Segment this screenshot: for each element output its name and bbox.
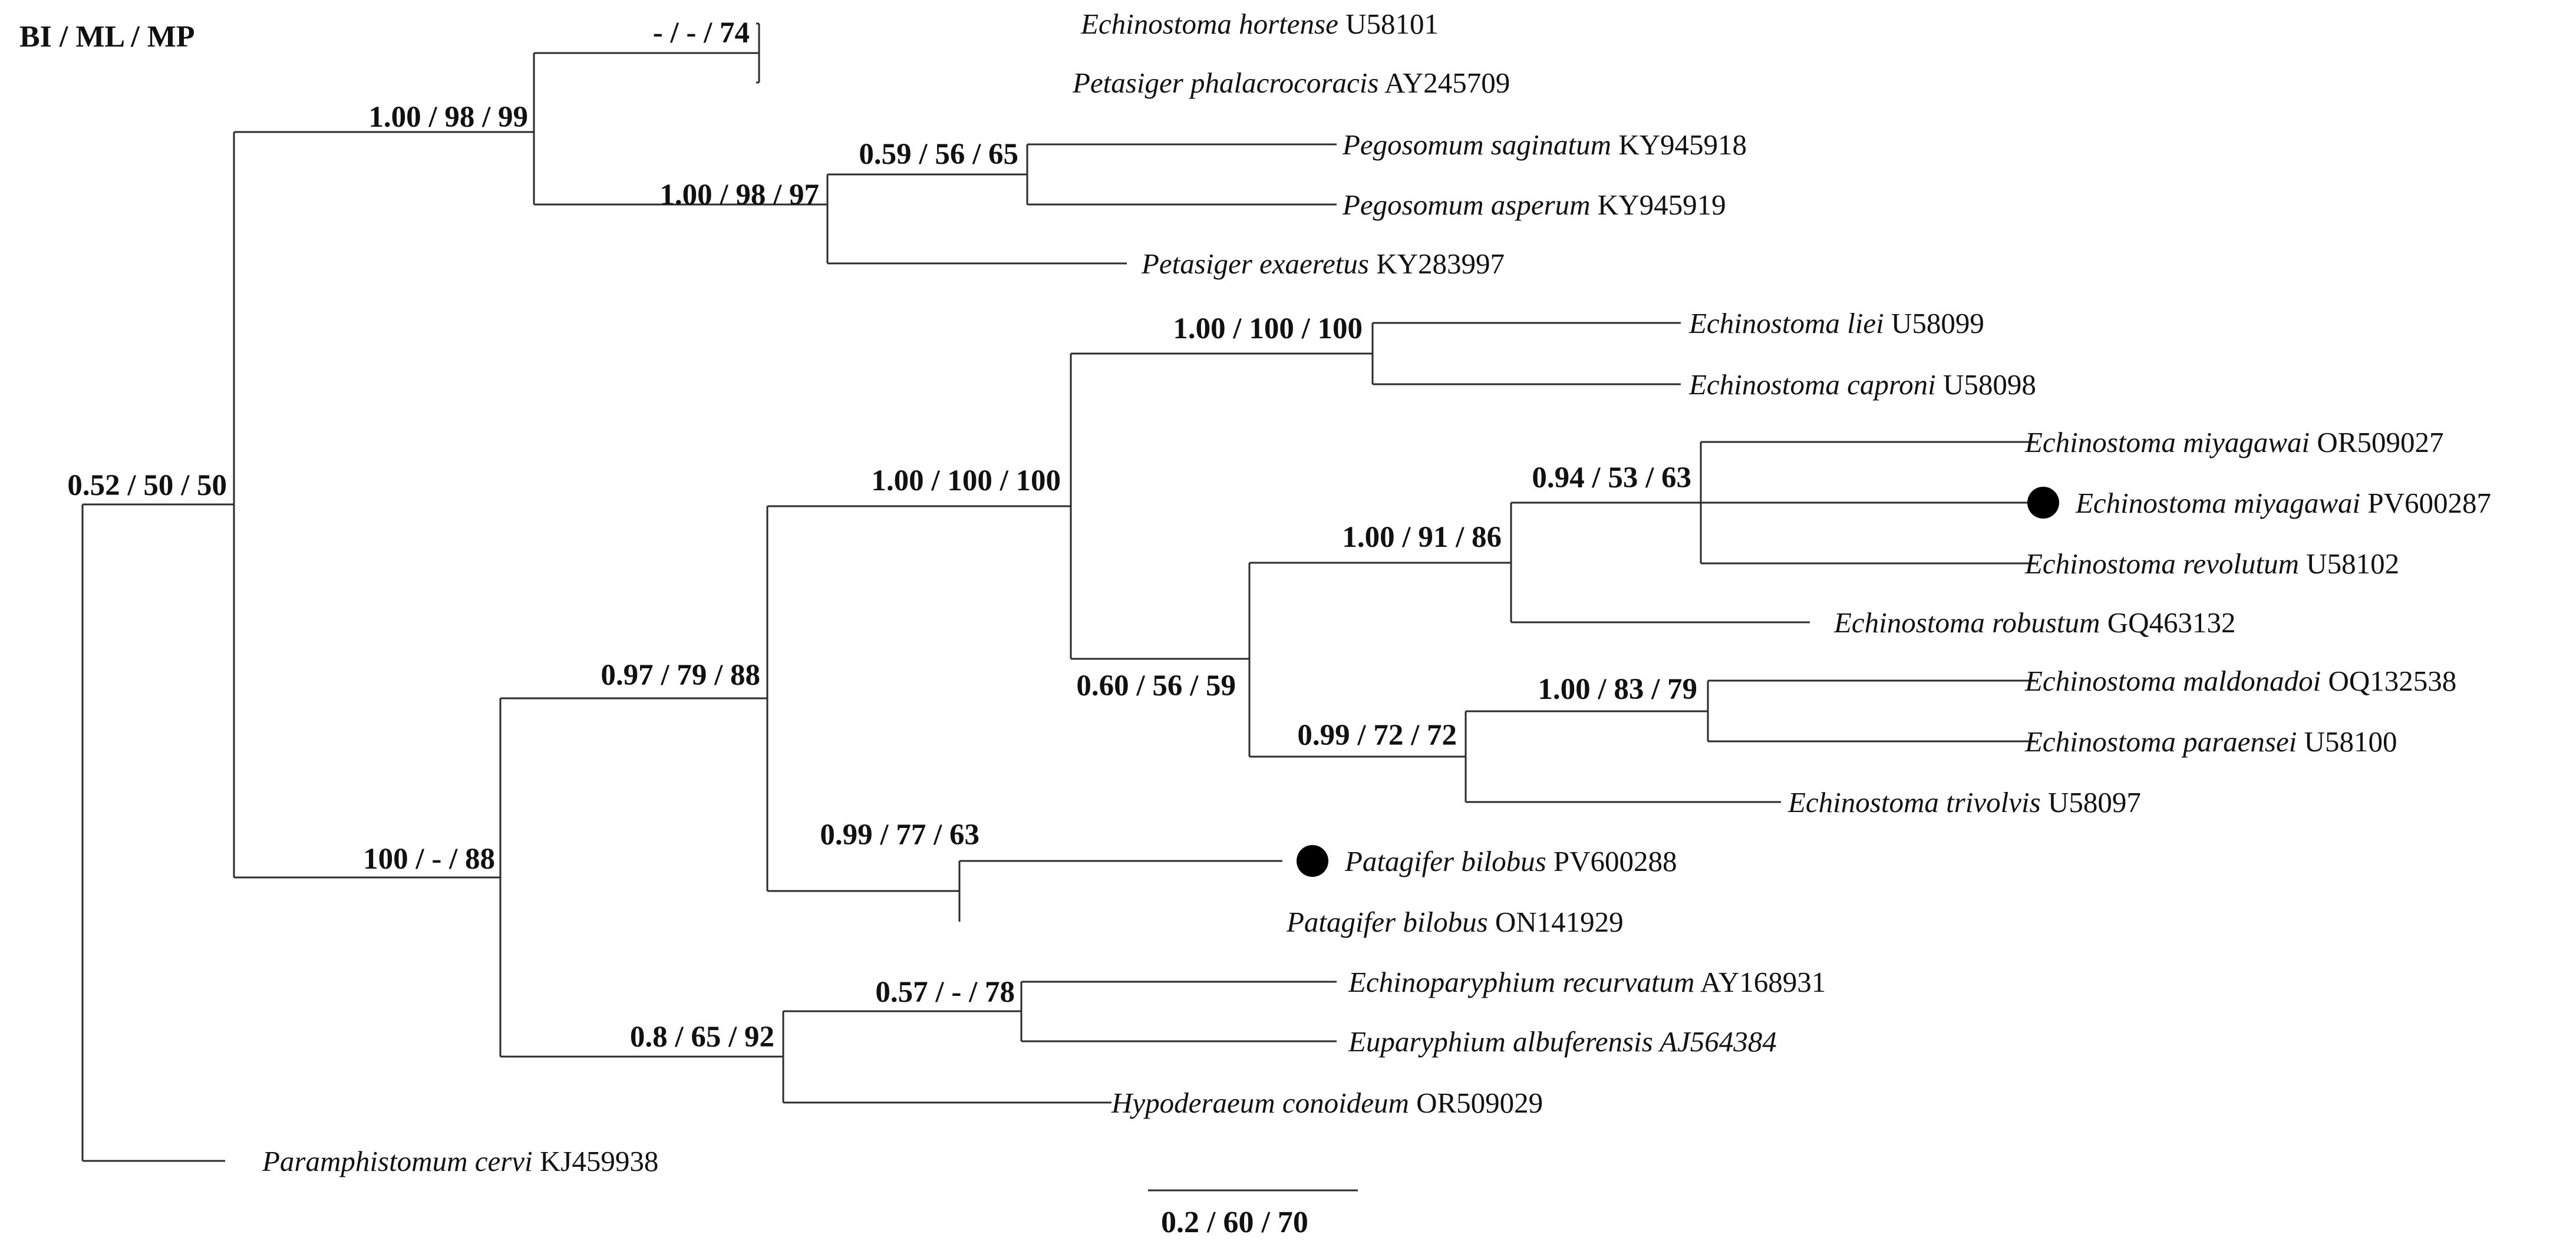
support-value-n-miyrev: 0.94 / 53 / 63 — [1532, 461, 1691, 494]
taxon-accession: GQ463132 — [2100, 606, 2236, 639]
scale-bar-label: 0.2 / 60 / 70 — [1161, 1206, 1308, 1239]
support-value-n-root: 0.52 / 50 / 50 — [67, 469, 227, 502]
taxon-species: Patagifer bilobus — [1287, 906, 1488, 938]
taxon-species: Hypoderaeum conoideum — [1111, 1087, 1409, 1119]
taxon-species: Petasiger exaeretus — [1142, 248, 1369, 280]
support-value-n-lieicap: 1.00 / 100 / 100 — [1173, 312, 1363, 345]
taxon-accession: PV600287 — [2360, 487, 2492, 519]
taxon-label — [1342, 189, 1726, 221]
taxon-label — [1342, 128, 1747, 161]
support-value-n-echlow: 0.60 / 56 / 59 — [1076, 669, 1236, 702]
taxon-species: Paramphistomum cervi — [262, 1145, 533, 1177]
taxon-accession: U58097 — [2040, 786, 2141, 819]
taxon-label — [262, 1145, 658, 1177]
support-value-n-miyrob: 1.00 / 91 / 86 — [1342, 521, 1502, 554]
new-sequence-marker-icon — [2027, 487, 2059, 519]
support-value-n-b: 1.00 / 98 / 97 — [659, 179, 819, 212]
taxon-species: Echinostoma liei — [1689, 307, 1884, 339]
taxon-accession: KY283997 — [1368, 248, 1505, 280]
taxon-species: Echinostoma caproni — [1689, 368, 1936, 401]
taxon-accession: AY168931 — [1694, 966, 1826, 998]
new-sequence-marker-icon — [1297, 845, 1328, 877]
taxon-accession: U58099 — [1884, 307, 1984, 339]
taxon-species: Echinostoma maldonadoi — [2025, 665, 2321, 697]
taxon-label — [1286, 906, 1624, 938]
support-value-n-pego: 0.59 / 56 / 65 — [859, 138, 1018, 171]
support-value-n-hortense: - / - / 74 — [652, 16, 750, 50]
support-value-n-echpat: 0.97 / 79 / 88 — [601, 659, 760, 692]
support-value-n-echcore: 1.00 / 100 / 100 — [871, 464, 1061, 497]
taxon-accession: U58100 — [2297, 725, 2397, 758]
taxon-accession: KY945918 — [1611, 128, 1747, 161]
taxon-label — [2024, 725, 2397, 758]
taxon-species: Echinostoma miyagawai — [2076, 487, 2361, 519]
taxon-accession: KY945919 — [1590, 189, 1726, 221]
taxon-species: Echinostoma revolutum — [2025, 547, 2299, 580]
support-value-n-hypo: 0.8 / 65 / 92 — [629, 1021, 774, 1054]
taxon-accession: AJ564384 — [1653, 1025, 1777, 1058]
support-value-n-pat: 0.99 / 77 / 63 — [820, 819, 979, 852]
taxon-accession: U58101 — [1338, 8, 1439, 40]
taxon-species: Echinostoma paraensei — [2025, 725, 2297, 758]
taxon-species: Pegosomum asperum — [1343, 189, 1591, 221]
support-values — [67, 16, 1697, 1054]
tree-header-label: BI / ML / MP — [19, 20, 195, 54]
support-value-n-lower: 100 / - / 88 — [363, 843, 495, 876]
taxon-species: Echinostoma miyagawai — [2025, 426, 2310, 458]
taxon-accession: AY245709 — [1378, 67, 1510, 99]
taxon-accession: OR509027 — [2310, 426, 2444, 458]
support-value-n-a: 1.00 / 98 / 99 — [368, 101, 528, 134]
taxon-species: Echinoparyphium recurvatum — [1348, 966, 1695, 998]
taxon-label — [1344, 845, 1677, 877]
taxon-accession: ON141929 — [1487, 906, 1624, 938]
taxon-accession: U58102 — [2298, 547, 2400, 580]
taxon-label — [1072, 67, 1510, 99]
taxon-label — [1348, 1025, 1777, 1058]
taxon-label — [2024, 426, 2444, 458]
support-value-n-maldpar: 1.00 / 83 / 79 — [1538, 673, 1697, 706]
taxon-accession: OQ132538 — [2321, 665, 2457, 697]
taxon-label — [1833, 606, 2235, 639]
taxon-label — [2024, 665, 2456, 697]
support-value-n-echino: 0.57 / - / 78 — [875, 976, 1015, 1009]
taxon-species: Echinostoma hortense — [1081, 8, 1338, 40]
taxon-label — [1787, 786, 2141, 819]
taxon-species: Petasiger phalacrocoracis — [1073, 67, 1379, 99]
taxon-label — [1080, 8, 1439, 40]
taxon-label — [1111, 1087, 1543, 1119]
taxon-accession: KJ459938 — [532, 1145, 659, 1177]
taxon-accession: U58098 — [1935, 368, 2036, 401]
taxon-species: Pegosomum saginatum — [1343, 128, 1611, 161]
taxon-label — [1141, 248, 1505, 280]
taxon-species: Echinostoma robustum — [1834, 606, 2100, 639]
taxon-accession: PV600288 — [1546, 845, 1677, 877]
taxon-species: Euparyphium albuferensis — [1348, 1025, 1653, 1058]
taxon-label — [1688, 368, 2036, 401]
taxon-accession: OR509029 — [1409, 1087, 1543, 1119]
taxon-label — [1348, 966, 1826, 998]
taxon-label — [2075, 487, 2491, 519]
support-value-n-maldtriv: 0.99 / 72 / 72 — [1297, 719, 1457, 752]
taxon-species: Echinostoma trivolvis — [1788, 786, 2041, 819]
taxon-species: Patagifer bilobus — [1345, 845, 1546, 877]
taxon-label — [1688, 307, 1984, 339]
scale-bar — [1148, 1190, 1358, 1239]
taxon-labels — [262, 8, 2491, 1177]
taxon-label — [2024, 547, 2399, 580]
